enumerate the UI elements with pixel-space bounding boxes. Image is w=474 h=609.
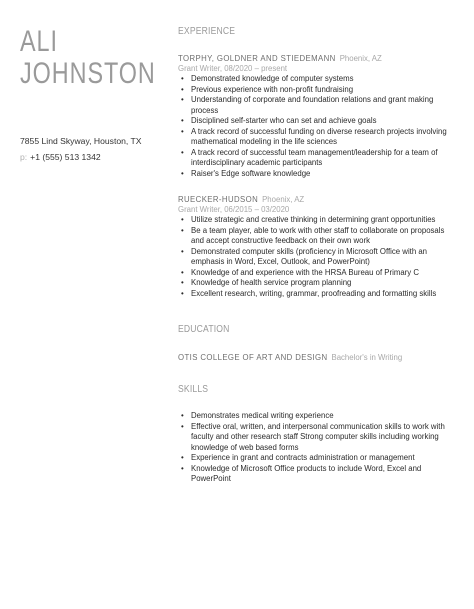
list-item: • Effective oral, written, and interpersonal communication skills to work with faculty and other research staff Strong computer skills including working knowledge of web based forms: [178, 422, 458, 454]
list-item: • Knowledge of health service program planning: [178, 278, 458, 289]
job-location: Phoenix, AZ: [262, 195, 305, 204]
list-item: • Knowledge of Microsoft Office products to include Word, Excel and PowerPoint: [178, 464, 458, 485]
list-item: • Understanding of corporate and foundation relations and grant making process: [178, 95, 458, 116]
education-entry: [178, 352, 402, 363]
experience-heading: EXPERIENCE: [178, 26, 236, 37]
job-title-dates: Grant Writer, 06/2015 – 03/2020: [178, 205, 290, 214]
phone-prefix: p:: [20, 152, 28, 162]
job-location: Phoenix, AZ: [339, 54, 382, 63]
job-bullets: [178, 215, 458, 299]
list-item: • A track record of successful funding on diverse research projects involving mathematical modeling in the life sciences: [178, 127, 458, 148]
last-name: JOHNSTON: [20, 57, 156, 90]
skills-heading: SKILLS: [178, 384, 209, 395]
list-item: • Demonstrates medical writing experience: [178, 411, 458, 422]
skills-list: [178, 411, 458, 485]
job-entry: [178, 194, 458, 299]
list-item: • Be a team player, able to work with other staff to collaborate on proposals and accept constructive feedback on their own work: [178, 226, 458, 247]
education-heading: EDUCATION: [178, 324, 230, 335]
contact-phone: +1 (555) 513 1342: [30, 152, 101, 162]
list-item: • Experience in grant and contracts administration or management: [178, 453, 458, 464]
job-header: [178, 194, 458, 205]
degree-name: Bachelor's in Writing: [331, 353, 403, 362]
list-item: • Utilize strategic and creative thinking in determining grant opportunities: [178, 215, 458, 226]
list-item: • Demonstrated computer skills (proficiency in Microsoft Office with an emphasis in Word, Excel, Outlook, and PowerPoint): [178, 247, 458, 268]
list-item: • Demonstrated knowledge of computer systems: [178, 74, 458, 85]
list-item: • Previous experience with non-profit fundraising: [178, 85, 458, 96]
list-item: • A track record of successful team management/leadership for a team of interdisciplinary academic participants: [178, 148, 458, 169]
job-bullets: [178, 74, 458, 179]
job-company: RUECKER-HUDSON: [178, 195, 259, 204]
list-item: • Disciplined self-starter who can set and achieve goals: [178, 116, 458, 127]
contact-phone-line: [20, 152, 101, 162]
list-item: • Raiser's Edge software knowledge: [178, 169, 458, 180]
list-item: • Excellent research, writing, grammar, proofreading and formatting skills: [178, 289, 458, 300]
job-entry: [178, 53, 458, 179]
school-name: OTIS COLLEGE OF ART AND DESIGN: [178, 353, 328, 362]
job-company: TORPHY, GOLDNER AND STIEDEMANN: [178, 54, 336, 63]
contact-address: 7855 Lind Skyway, Houston, TX: [20, 136, 142, 146]
candidate-name: [20, 26, 160, 90]
first-name: ALI: [20, 25, 58, 58]
list-item: • Knowledge of and experience with the HRSA Bureau of Primary C: [178, 268, 458, 279]
job-title-dates: Grant Writer, 08/2020 – present: [178, 64, 288, 73]
job-header: [178, 53, 458, 64]
